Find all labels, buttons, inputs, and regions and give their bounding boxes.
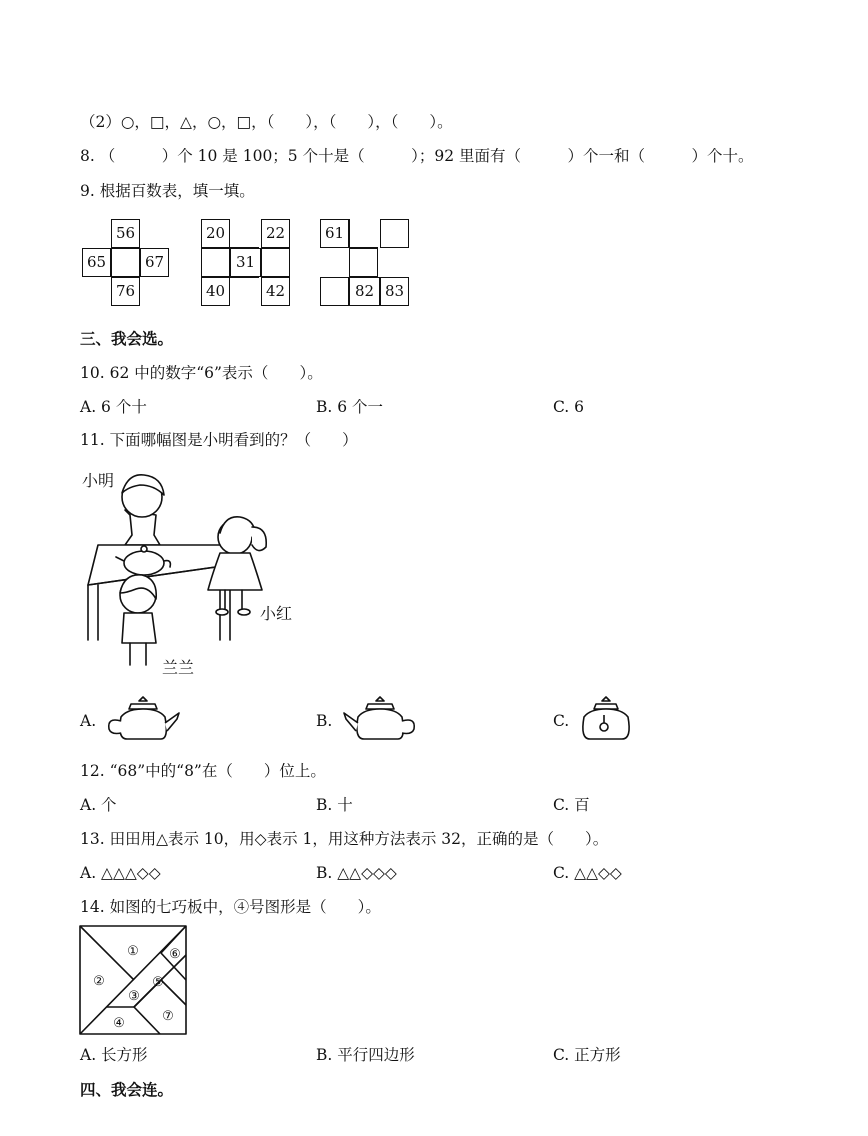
tangram-diagram bbox=[79, 925, 187, 1035]
grid-cell-empty[interactable] bbox=[261, 248, 290, 277]
tangram-label-7: ⑦ bbox=[162, 1009, 174, 1024]
tangram-label-6: ⑥ bbox=[169, 947, 181, 962]
q8-line: 8. （ ）个 10 是 100；5 个十是（ ）；92 里面有（ ）个一和（ ）个十。 bbox=[80, 147, 754, 165]
grid-cell-blank bbox=[230, 219, 259, 248]
q13-option-c[interactable]: C. △△◇◇ bbox=[553, 864, 622, 882]
q10-option-a[interactable]: A. 6 个十 bbox=[80, 398, 147, 416]
grid-cell: 76 bbox=[111, 277, 140, 306]
tangram-label-3: ③ bbox=[128, 989, 140, 1004]
q14-stem: 14. 如图的七巧板中，④号图形是（ ）。 bbox=[80, 898, 381, 916]
q7-line: （2）○，□，△，○，□，（ ），（ ），（ ）。 bbox=[80, 113, 453, 131]
teapot-scene-illustration bbox=[80, 465, 310, 680]
label-xiaohong: 小红 bbox=[260, 604, 293, 623]
q12-option-c[interactable]: C. 百 bbox=[553, 796, 590, 814]
tangram-label-2: ② bbox=[93, 974, 105, 989]
q13-stem: 13. 田田用△表示 10，用◇表示 1，用这种方法表示 32，正确的是（ ）。 bbox=[80, 830, 609, 848]
section-4-heading: 四、我会连。 bbox=[80, 1081, 174, 1099]
teapot-back-icon bbox=[578, 695, 634, 743]
q14-option-c[interactable]: C. 正方形 bbox=[553, 1046, 621, 1064]
label-xiaoming: 小明 bbox=[82, 471, 115, 490]
q11-option-a[interactable]: A. bbox=[80, 712, 97, 730]
teapot-side-right-icon bbox=[340, 695, 420, 743]
q10-stem: 10. 62 中的数字“6”表示（ ）。 bbox=[80, 364, 323, 382]
grid-cell: 40 bbox=[201, 277, 230, 306]
q12-option-b[interactable]: B. 十 bbox=[316, 796, 353, 814]
grid-cell: 20 bbox=[201, 219, 230, 248]
grid-cell-empty[interactable] bbox=[380, 219, 409, 248]
grid-cell-empty[interactable] bbox=[201, 248, 230, 277]
q10-option-c[interactable]: C. 6 bbox=[553, 398, 585, 416]
grid-cell: 67 bbox=[140, 248, 169, 277]
grid-cell: 56 bbox=[111, 219, 140, 248]
q11-option-c[interactable]: C. bbox=[553, 712, 570, 730]
tangram-label-1: ① bbox=[127, 944, 139, 959]
grid-cell-empty[interactable] bbox=[349, 248, 378, 277]
q9-line: 9. 根据百数表，填一填。 bbox=[80, 182, 255, 200]
grid-cell: 61 bbox=[320, 219, 349, 248]
grid-cell: 42 bbox=[261, 277, 290, 306]
q14-option-a[interactable]: A. 长方形 bbox=[80, 1046, 148, 1064]
grid-cell-empty[interactable] bbox=[111, 248, 140, 277]
grid-cell: 65 bbox=[82, 248, 111, 277]
tangram-label-4: ④ bbox=[113, 1016, 125, 1031]
q12-option-a[interactable]: A. 个 bbox=[80, 796, 117, 814]
grid-cell-blank bbox=[230, 277, 259, 306]
tangram-label-5: ⑤ bbox=[152, 975, 164, 990]
q13-option-a[interactable]: A. △△△◇◇ bbox=[80, 864, 161, 882]
q13-option-b[interactable]: B. △△◇◇◇ bbox=[316, 864, 397, 882]
grid-cell-blank bbox=[349, 219, 378, 248]
q12-stem: 12. “68”中的“8”在（ ）位上。 bbox=[80, 762, 326, 780]
label-lanlan: 兰兰 bbox=[162, 658, 195, 677]
section-3-heading: 三、我会选。 bbox=[80, 330, 174, 348]
grid-cell-empty[interactable] bbox=[320, 277, 349, 306]
grid-cell: 31 bbox=[230, 248, 261, 277]
grid-cell: 22 bbox=[261, 219, 290, 248]
q11-option-b[interactable]: B. bbox=[316, 712, 333, 730]
q10-option-b[interactable]: B. 6 个一 bbox=[316, 398, 384, 416]
q14-option-b[interactable]: B. 平行四边形 bbox=[316, 1046, 415, 1064]
grid-cell: 82 bbox=[349, 277, 380, 306]
q11-stem: 11. 下面哪幅图是小明看到的？（ ） bbox=[80, 431, 358, 449]
grid-cell: 83 bbox=[380, 277, 409, 306]
teapot-side-left-icon bbox=[103, 695, 183, 743]
